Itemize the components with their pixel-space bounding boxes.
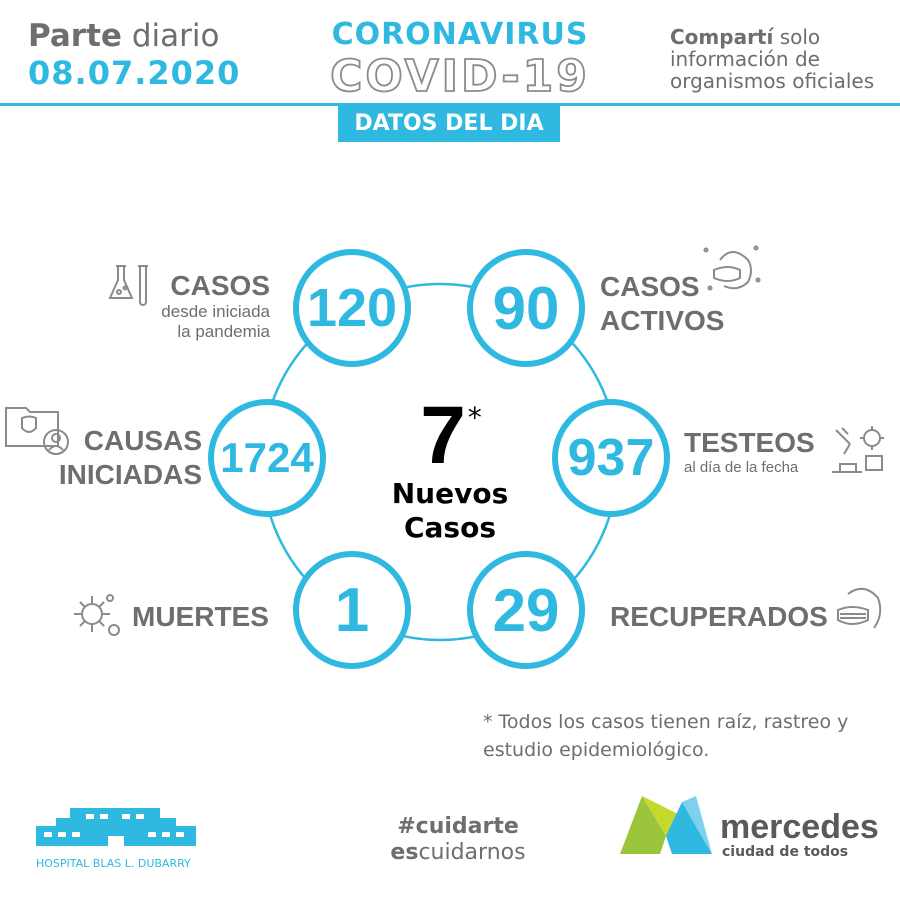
footnote-line2: estudio epidemiológico. [483, 739, 710, 761]
mercedes-name: mercedes [720, 808, 879, 846]
casos-total-sub2: la pandemia [177, 322, 270, 341]
casos-activos-title2: ACTIVOS [600, 305, 725, 336]
new-cases-asterisk: * [467, 401, 482, 434]
covid19-title: COVID-19 [330, 51, 590, 102]
testeos-value: 937 [552, 399, 670, 517]
causas-title1: CAUSAS [83, 425, 202, 456]
diario-word: diario [131, 18, 220, 54]
hospital-name: HOSPITAL BLAS L. DUBARRY [36, 857, 191, 870]
casos-word: Casos [403, 511, 496, 544]
folder-shield-icon [4, 402, 74, 458]
new-cases-value: 7 [420, 390, 466, 481]
mercedes-logo-mark [620, 792, 712, 858]
casos-activos-value: 90 [467, 249, 585, 367]
coronavirus-title: CORONAVIRUS [331, 17, 589, 52]
testeos-label [684, 428, 815, 478]
causas-value: 1724 [208, 399, 326, 517]
virus-icon [70, 590, 124, 642]
hospital-logo [36, 796, 196, 854]
lab-flasks-icon [108, 262, 156, 310]
new-cases-center [350, 390, 550, 545]
report-date: 08.07.2020 [28, 54, 241, 92]
muertes-label: MUERTES [132, 601, 269, 632]
testeos-title: TESTEOS [684, 427, 815, 458]
share-notice-line3: organismos oficiales [670, 69, 875, 93]
recuperados-label: RECUPERADOS [610, 601, 828, 632]
face-mask-icon [700, 240, 762, 298]
parte-word: Parte [28, 18, 122, 54]
casos-activos-title1: CASOS [600, 271, 700, 302]
datos-del-dia-badge: DATOS DEL DIA [338, 106, 560, 142]
footnote [483, 708, 883, 764]
mercedes-tagline: ciudad de todos [722, 844, 849, 860]
hashtag-block [388, 814, 528, 866]
nuevos-word: Nuevos [391, 477, 509, 510]
hashtag-line1: #cuidarte [397, 814, 519, 839]
mask-person-icon [834, 584, 886, 640]
casos-total-title: CASOS [170, 270, 270, 301]
testeos-sub: al día de la fecha [684, 459, 799, 476]
new-cases-label [350, 477, 550, 545]
comparti-word: Compartí [670, 25, 774, 49]
hashtag-cuidarnos: cuidarnos [418, 840, 526, 865]
causas-title2: INICIADAS [58, 459, 202, 490]
muertes-value: 1 [293, 551, 411, 669]
solo-word: solo [779, 25, 821, 49]
share-notice-line2: información de [670, 47, 820, 71]
recuperados-value: 29 [467, 551, 585, 669]
casos-total-label [150, 270, 270, 342]
casos-total-sub1: desde iniciada [161, 302, 270, 321]
casos-total-value: 120 [293, 249, 411, 367]
footnote-line1: * Todos los casos tienen raíz, rastreo y [483, 711, 849, 733]
microscope-icon [828, 424, 886, 478]
hashtag-es: es [390, 840, 419, 865]
